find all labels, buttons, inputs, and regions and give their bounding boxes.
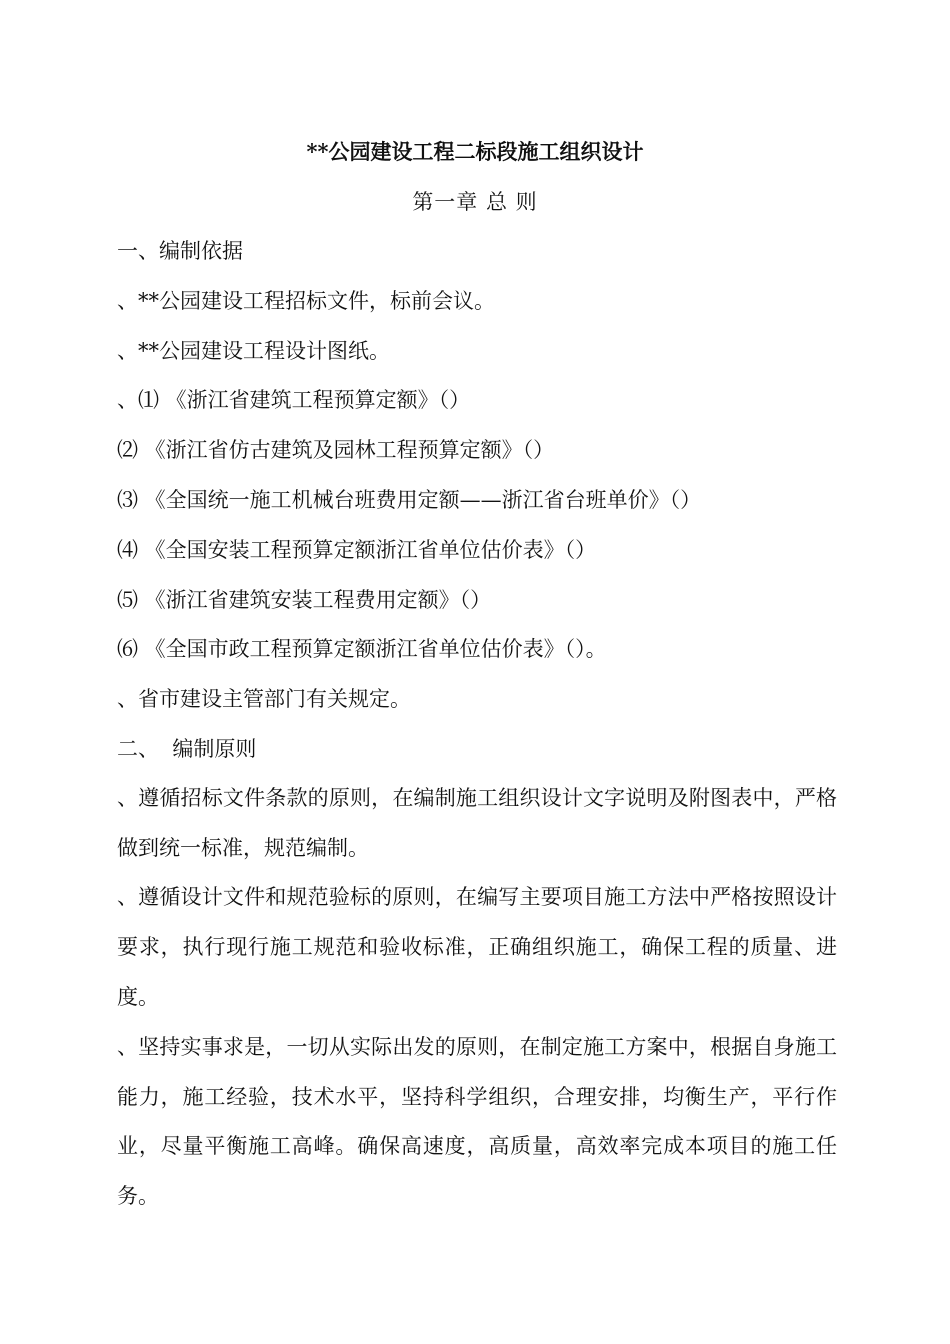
list-item: 、**公园建设工程招标文件，标前会议。 — [117, 288, 495, 313]
list-item: ⑵ 《浙江省仿古建筑及园林工程预算定额》（） — [117, 438, 555, 463]
section-heading: 一、编制依据 — [117, 239, 243, 263]
document-title: **公园建设工程二标段施工组织设计 — [306, 139, 644, 164]
list-item: ⑶ 《全国统一施工机械台班费用定额——浙江省台班单价》（） — [117, 487, 702, 512]
list-item: 、省市建设主管部门有关规定。 — [117, 687, 411, 712]
document-body — [117, 236, 837, 1222]
chapter-title: 第一章 总 则 — [412, 190, 538, 214]
paragraph: 、遵循招标文件条款的原则，在编制施工组织设计文字说明及附图表中，严格做到统一标准，规范编制。 — [117, 785, 837, 860]
section-heading: 二、 编制原则 — [117, 736, 257, 761]
list-item: ⑸ 《浙江省建筑安装工程费用定额》（） — [117, 587, 492, 612]
list-item: 、**公园建设工程设计图纸。 — [117, 338, 390, 363]
list-item: ⑹ 《全国市政工程预算定额浙江省单位估价表》（）。 — [117, 637, 607, 662]
list-item: ⑷ 《全国安装工程预算定额浙江省单位估价表》（） — [117, 537, 597, 562]
paragraph: 、遵循设计文件和规范验标的原则，在编写主要项目施工方法中严格按照设计要求，执行现行施工规范和验收标准，正确组织施工，确保工程的质量、进度。 — [117, 885, 837, 1009]
list-item: 、⑴ 《浙江省建筑工程预算定额》（） — [117, 388, 471, 413]
paragraph: 、坚持实事求是，一切从实际出发的原则，在制定施工方案中，根据自身施工能力，施工经验，技术水平，坚持科学组织，合理安排，均衡生产，平行作业，尽量平衡施工高峰。确保高速度，高质量，高效率完成本项目的施工任务。 — [117, 1034, 837, 1209]
